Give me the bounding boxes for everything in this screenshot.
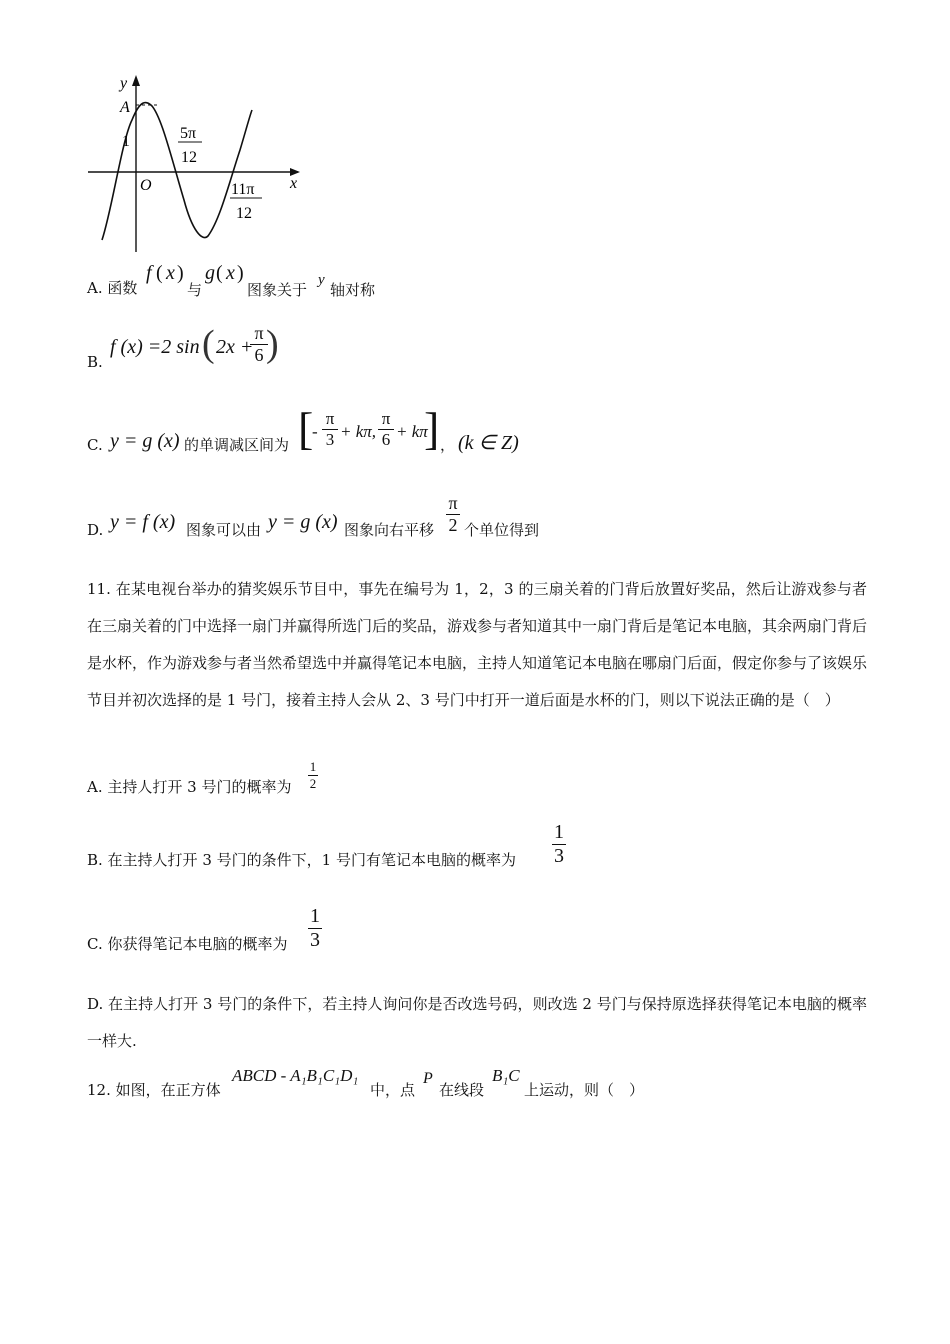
- q12-pre: 12. 如图，在正方体: [87, 1081, 221, 1099]
- q10d-mid1: 图象可以由: [186, 521, 262, 539]
- q10c-num1: π: [325, 409, 335, 428]
- y-axis-arrow: [132, 75, 140, 86]
- q10b-lparen: (: [202, 323, 215, 365]
- q11c-den: 3: [310, 929, 320, 951]
- q10-option-d-label: D.: [87, 521, 104, 539]
- q12-point-p: P: [423, 1070, 433, 1087]
- q12-end: 上运动，则（ ）: [524, 1081, 645, 1099]
- q10d-mid2: 图象向右平移: [344, 521, 435, 539]
- q12-segment: B₁C: [492, 1066, 520, 1085]
- q10a-post: 图象关于: [247, 281, 308, 299]
- q10a-paren2-close: ): [237, 262, 244, 284]
- q12-mid: 中，点: [370, 1081, 416, 1099]
- one-label: 1: [122, 133, 130, 150]
- q10a-paren2: (: [216, 262, 223, 284]
- q10-option-c-label: C.: [87, 436, 103, 454]
- q10b-rparen: ): [266, 323, 279, 365]
- q11-option-a: A. 主持人打开 3 号门的概率为: [87, 778, 292, 796]
- x-axis-label: x: [290, 175, 298, 192]
- tick1-den: 12: [181, 149, 197, 166]
- q11c-num: 1: [310, 905, 320, 927]
- q10-option-b-label: B.: [87, 353, 103, 371]
- amplitude-label: A: [120, 99, 130, 116]
- q11c-fraction: [308, 906, 322, 951]
- q11-stem: 11. 在某电视台举办的猜奖娱乐节目中，事先在编号为 1，2，3 的三扇关着的门背后放置好奖品，然后让游戏参与者在三扇关着的门中选择一扇门并赢得所选门后的奖品，游戏参与者知道其中一扇门背后是笔记本电脑，其余两扇门背后是水杯，作为游戏参与者当然希望选中并赢得笔记本电脑，主持人知道笔记本电脑在哪扇门后面，假定你参与了该娱乐节目并初次选择的是 1 号门，接着主持人会从 2、3 号门中打开一道后面是水杯的门，则以下说法正确的是（ ）: [87, 580, 868, 709]
- q10c-fraction1: [322, 410, 338, 449]
- q10a-paren1: (: [156, 262, 163, 284]
- q10d-expr1: y = f (x): [110, 511, 176, 533]
- q11-option-c: C. 你获得笔记本电脑的概率为: [87, 935, 288, 953]
- q10c-den2: 6: [381, 429, 391, 449]
- q10c-k2: + kπ: [396, 422, 428, 441]
- q10c-den1: 3: [325, 429, 335, 449]
- q10c-lbracket: [: [298, 403, 314, 454]
- q10d-den: 2: [448, 514, 458, 535]
- q11b-num: 1: [554, 821, 564, 843]
- q10d-expr2: y = g (x): [268, 511, 338, 533]
- q10a-paren1-close: ): [177, 262, 184, 284]
- q10c-fraction2: [378, 410, 394, 449]
- q10a-pre: A. 函数: [87, 279, 138, 297]
- q10a-g: g: [205, 262, 215, 284]
- q10d-num: π: [448, 493, 458, 513]
- q10c-rbracket: ]: [424, 403, 440, 454]
- q10a-y: y: [318, 272, 325, 288]
- q10c-num2: π: [381, 409, 391, 428]
- q10c-cond: (k ∈ Z): [458, 432, 519, 454]
- sine-graph: [80, 70, 310, 260]
- q10c-mid: 的单调减区间为: [184, 436, 290, 454]
- q10a-end: 轴对称: [330, 281, 376, 299]
- tick2-den: 12: [236, 205, 252, 222]
- q10c-k1: + kπ,: [340, 422, 377, 441]
- q11-option-d: D. 在主持人打开 3 号门的条件下，若主持人询问你是否改选号码，则改选 2 号门与保持原选择获得笔记本电脑的概率一样大.: [87, 995, 867, 1050]
- q11b-fraction: [552, 822, 566, 867]
- origin-label: O: [140, 177, 152, 194]
- q10a-mid: 与: [187, 281, 203, 299]
- q11a-num: 1: [309, 759, 317, 774]
- q11b-den: 3: [554, 845, 564, 867]
- q10a-x2: x: [226, 262, 235, 284]
- q12-mid2: 在线段: [439, 1081, 485, 1099]
- q12-cube: ABCD - A₁B₁C₁D₁: [232, 1066, 359, 1085]
- q10a-f: f: [146, 262, 152, 284]
- q10b-expr: f (x) =2 sin: [110, 336, 200, 358]
- q10c-comma: ，: [440, 436, 456, 454]
- q10b-num: π: [254, 323, 264, 343]
- tick2-num: 11π: [231, 181, 255, 198]
- q10d-fraction: [446, 494, 460, 535]
- q10-option-a: [87, 278, 137, 298]
- q10b-inner: 2x +: [216, 336, 254, 358]
- q10c-minus: -: [312, 422, 318, 441]
- q10d-end: 个单位得到: [464, 521, 540, 539]
- q11a-den: 2: [309, 775, 317, 791]
- q10b-den: 6: [254, 344, 264, 365]
- q10a-x1: x: [166, 262, 175, 284]
- q10c-expr: y = g (x): [110, 430, 180, 452]
- q11-option-b: B. 在主持人打开 3 号门的条件下，1 号门有笔记本电脑的概率为: [87, 851, 516, 869]
- sine-curve: [102, 103, 255, 240]
- y-axis-label: y: [120, 75, 128, 92]
- q11a-fraction: [308, 760, 318, 790]
- tick1-num: 5π: [180, 125, 197, 142]
